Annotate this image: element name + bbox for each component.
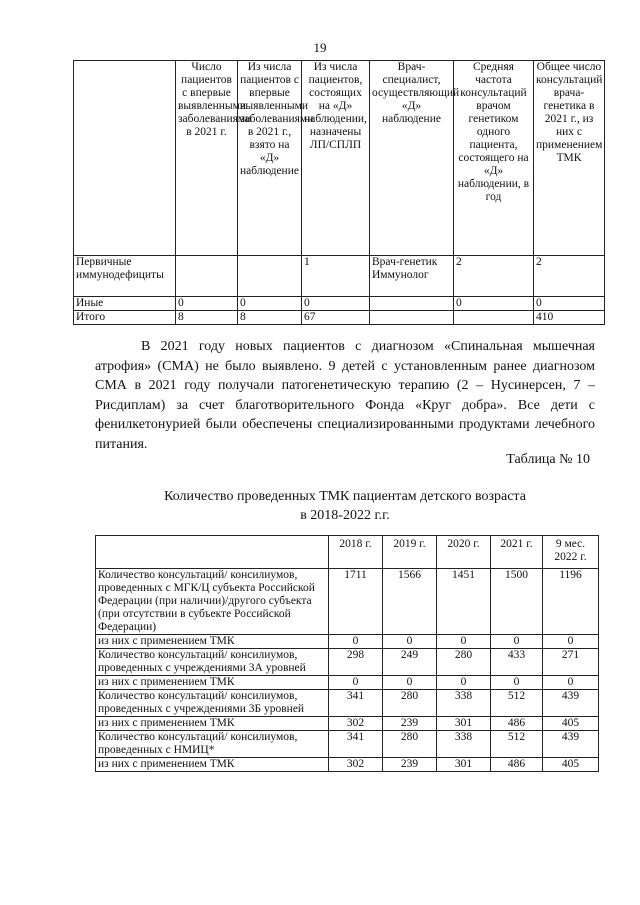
table-cell xyxy=(238,256,302,297)
table-header-row xyxy=(96,536,599,569)
table-row xyxy=(96,569,599,635)
table-cell: 1196 xyxy=(543,569,599,635)
table-cell: 301 xyxy=(437,758,491,772)
row-label: из них с применением ТМК xyxy=(96,676,329,690)
table-cell: 0 xyxy=(437,635,491,649)
header-cell: Из числа пациентов с впервые выявленными заболеваниями в 2021 г., взято на «Д» наблюдение xyxy=(238,61,302,256)
header-cell: 2020 г. xyxy=(437,536,491,569)
table-cell: 301 xyxy=(437,717,491,731)
table-cell: 280 xyxy=(437,649,491,676)
header-cell: Врач-специалист, осуществляющий «Д» наблюдение xyxy=(370,61,454,256)
table-cell: 433 xyxy=(491,649,543,676)
row-label: из них с применением ТМК xyxy=(96,758,329,772)
row-label: Итого xyxy=(74,311,176,325)
table-cell: 298 xyxy=(329,649,383,676)
table-cell: 512 xyxy=(491,690,543,717)
table-row xyxy=(96,690,599,717)
table-cell xyxy=(370,311,454,325)
header-cell xyxy=(74,61,176,256)
table-cell: Врач-генетик Иммунолог xyxy=(370,256,454,297)
table-cell: 8 xyxy=(238,311,302,325)
table-cell: 0 xyxy=(302,297,370,311)
table-cell: 0 xyxy=(329,676,383,690)
table-row xyxy=(74,256,605,297)
table-cell: 1500 xyxy=(491,569,543,635)
page-number: 19 xyxy=(313,40,327,55)
table-cell: 8 xyxy=(176,311,238,325)
header-cell: Из числа пациентов, состоящих на «Д» наблюдении, назначены ЛП/СПЛП xyxy=(302,61,370,256)
table-cell: 280 xyxy=(383,731,437,758)
table-cell: 0 xyxy=(543,676,599,690)
table-cell: 302 xyxy=(329,717,383,731)
table-cell: 486 xyxy=(491,717,543,731)
row-label: Количество консультаций/ консилиумов, проведенных с учреждениями 3Б уровней xyxy=(96,690,329,717)
table-title-line: Количество проведенных ТМК пациентам детского возраста xyxy=(164,489,526,504)
table-title xyxy=(95,487,595,525)
table-cell: 338 xyxy=(437,731,491,758)
row-label: Иные xyxy=(74,297,176,311)
table-cell: 439 xyxy=(543,690,599,717)
header-cell: 2018 г. xyxy=(329,536,383,569)
table-row xyxy=(96,676,599,690)
table-row xyxy=(96,758,599,772)
table-header-row xyxy=(74,61,605,256)
table-row xyxy=(96,635,599,649)
table-cell: 2 xyxy=(534,256,605,297)
table-cell: 0 xyxy=(491,676,543,690)
table-cell: 512 xyxy=(491,731,543,758)
table-cell: 0 xyxy=(437,676,491,690)
table-cell: 0 xyxy=(238,297,302,311)
header-cell: 9 мес. 2022 г. xyxy=(543,536,599,569)
table-cell: 239 xyxy=(383,758,437,772)
table-cell: 1451 xyxy=(437,569,491,635)
table-cell: 341 xyxy=(329,731,383,758)
table-cell: 0 xyxy=(543,635,599,649)
table-cell: 249 xyxy=(383,649,437,676)
row-label: из них с применением ТМК xyxy=(96,635,329,649)
table-row xyxy=(96,717,599,731)
row-label: из них с применением ТМК xyxy=(96,717,329,731)
table-cell: 341 xyxy=(329,690,383,717)
table-cell: 1566 xyxy=(383,569,437,635)
table-cell: 405 xyxy=(543,717,599,731)
table-cell: 0 xyxy=(329,635,383,649)
table-cell xyxy=(176,256,238,297)
specialist-table xyxy=(73,60,605,325)
table-cell: 0 xyxy=(454,297,534,311)
header-cell: 2019 г. xyxy=(383,536,437,569)
header-cell: Число пациентов с впервые выявленными заболеваниями в 2021 г. xyxy=(176,61,238,256)
table-cell: 0 xyxy=(383,676,437,690)
row-label: Количество консультаций/ консилиумов, проведенных с МГК/Ц субъекта Российской Федерации (при наличии)/другого субъекта (при отсутствии в субъекте Российской Федерации) xyxy=(96,569,329,635)
table-cell: 0 xyxy=(383,635,437,649)
table-cell: 302 xyxy=(329,758,383,772)
table-number: Таблица № 10 xyxy=(506,452,590,467)
row-label: Количество консультаций/ консилиумов, проведенных с НМИЦ* xyxy=(96,731,329,758)
table-row xyxy=(96,731,599,758)
table-cell: 280 xyxy=(383,690,437,717)
header-cell: Общее число консультаций врача-генетика в 2021 г., из них с применением ТМК xyxy=(534,61,605,256)
table-cell: 67 xyxy=(302,311,370,325)
table-cell: 410 xyxy=(534,311,605,325)
table-cell: 405 xyxy=(543,758,599,772)
table-cell xyxy=(454,311,534,325)
table-cell: 439 xyxy=(543,731,599,758)
table-cell: 0 xyxy=(176,297,238,311)
table-row xyxy=(74,311,605,325)
tmk-table xyxy=(95,535,599,772)
table-cell: 1711 xyxy=(329,569,383,635)
row-label: Первичные иммунодефициты xyxy=(74,256,176,297)
header-cell xyxy=(96,536,329,569)
table-cell xyxy=(370,297,454,311)
header-cell: 2021 г. xyxy=(491,536,543,569)
table-row xyxy=(96,649,599,676)
table-row xyxy=(74,297,605,311)
table-cell: 0 xyxy=(534,297,605,311)
row-label: Количество консультаций/ консилиумов, проведенных с учреждениями 3А уровней xyxy=(96,649,329,676)
table-cell: 2 xyxy=(454,256,534,297)
table-cell: 1 xyxy=(302,256,370,297)
table-cell: 271 xyxy=(543,649,599,676)
table-cell: 486 xyxy=(491,758,543,772)
table-cell: 239 xyxy=(383,717,437,731)
table-title-line: в 2018-2022 г.г. xyxy=(300,508,390,523)
body-paragraph: В 2021 году новых пациентов с диагнозом «Спинальная мышечная атрофия» (СМА) не было выявлено. 9 детей с установленным ранее диагнозом СМА в 2021 году получали патогенетическую терапию (2 – Нусинерсен, 7 – Рисдиплам) за счет благотворительного Фонда «Круг добра». Все дети с фенилкетонурией были обеспечены специализированными продуктами лечебного питания. xyxy=(95,339,595,452)
table-cell: 338 xyxy=(437,690,491,717)
header-cell: Средняя частота консультаций врачом генетиком одного пациента, состоящего на «Д» наблюдении, в год xyxy=(454,61,534,256)
table-cell: 0 xyxy=(491,635,543,649)
